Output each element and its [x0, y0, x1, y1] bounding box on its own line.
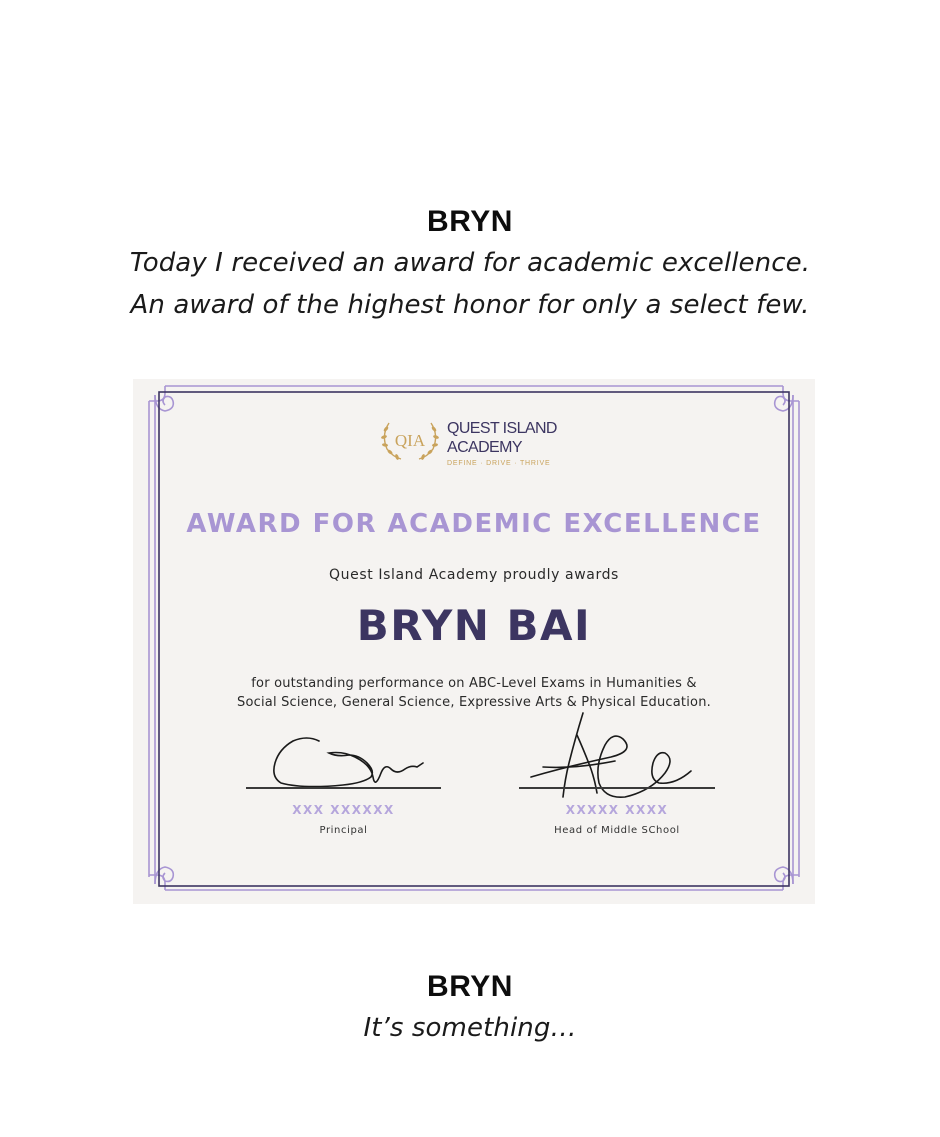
dialogue-line: Today I received an award for academic excellence.	[129, 248, 811, 278]
dialogue-line: An award of the highest honor for only a select few.	[130, 290, 810, 320]
award-certificate	[133, 379, 815, 904]
speaker-name: BRYN	[427, 205, 513, 238]
logo-name-line2: ACADEMY	[447, 439, 522, 456]
signature-line	[519, 787, 715, 789]
speaker-name: BRYN	[427, 970, 513, 1003]
award-reason-line: Social Science, General Science, Expressive Arts & Physical Education.	[237, 695, 711, 710]
laurel-wreath-icon	[379, 417, 441, 463]
signature-line	[246, 787, 441, 789]
signatory-role: Principal	[319, 825, 368, 836]
signatory-name: XXXXX XXXX	[565, 803, 669, 817]
award-reason-line: for outstanding performance on ABC-Level Exams in Humanities &	[251, 676, 697, 691]
logo-monogram: QIA	[394, 431, 426, 450]
recipient-name: BRYN BAI	[356, 601, 592, 650]
logo-name-line1: QUEST ISLAND	[447, 420, 557, 437]
principal-signature	[263, 733, 433, 793]
presented-by-text: Quest Island Academy proudly awards	[329, 567, 619, 583]
academy-logo	[379, 417, 579, 473]
logo-tagline: DEFINE · DRIVE · THRIVE	[447, 460, 551, 467]
dialogue-line: It’s something…	[363, 1013, 577, 1043]
signatory-role: Head of Middle SChool	[554, 825, 680, 836]
award-title: AWARD FOR ACADEMIC EXCELLENCE	[186, 509, 762, 539]
signatory-name: XXX XXXXXX	[292, 803, 395, 817]
